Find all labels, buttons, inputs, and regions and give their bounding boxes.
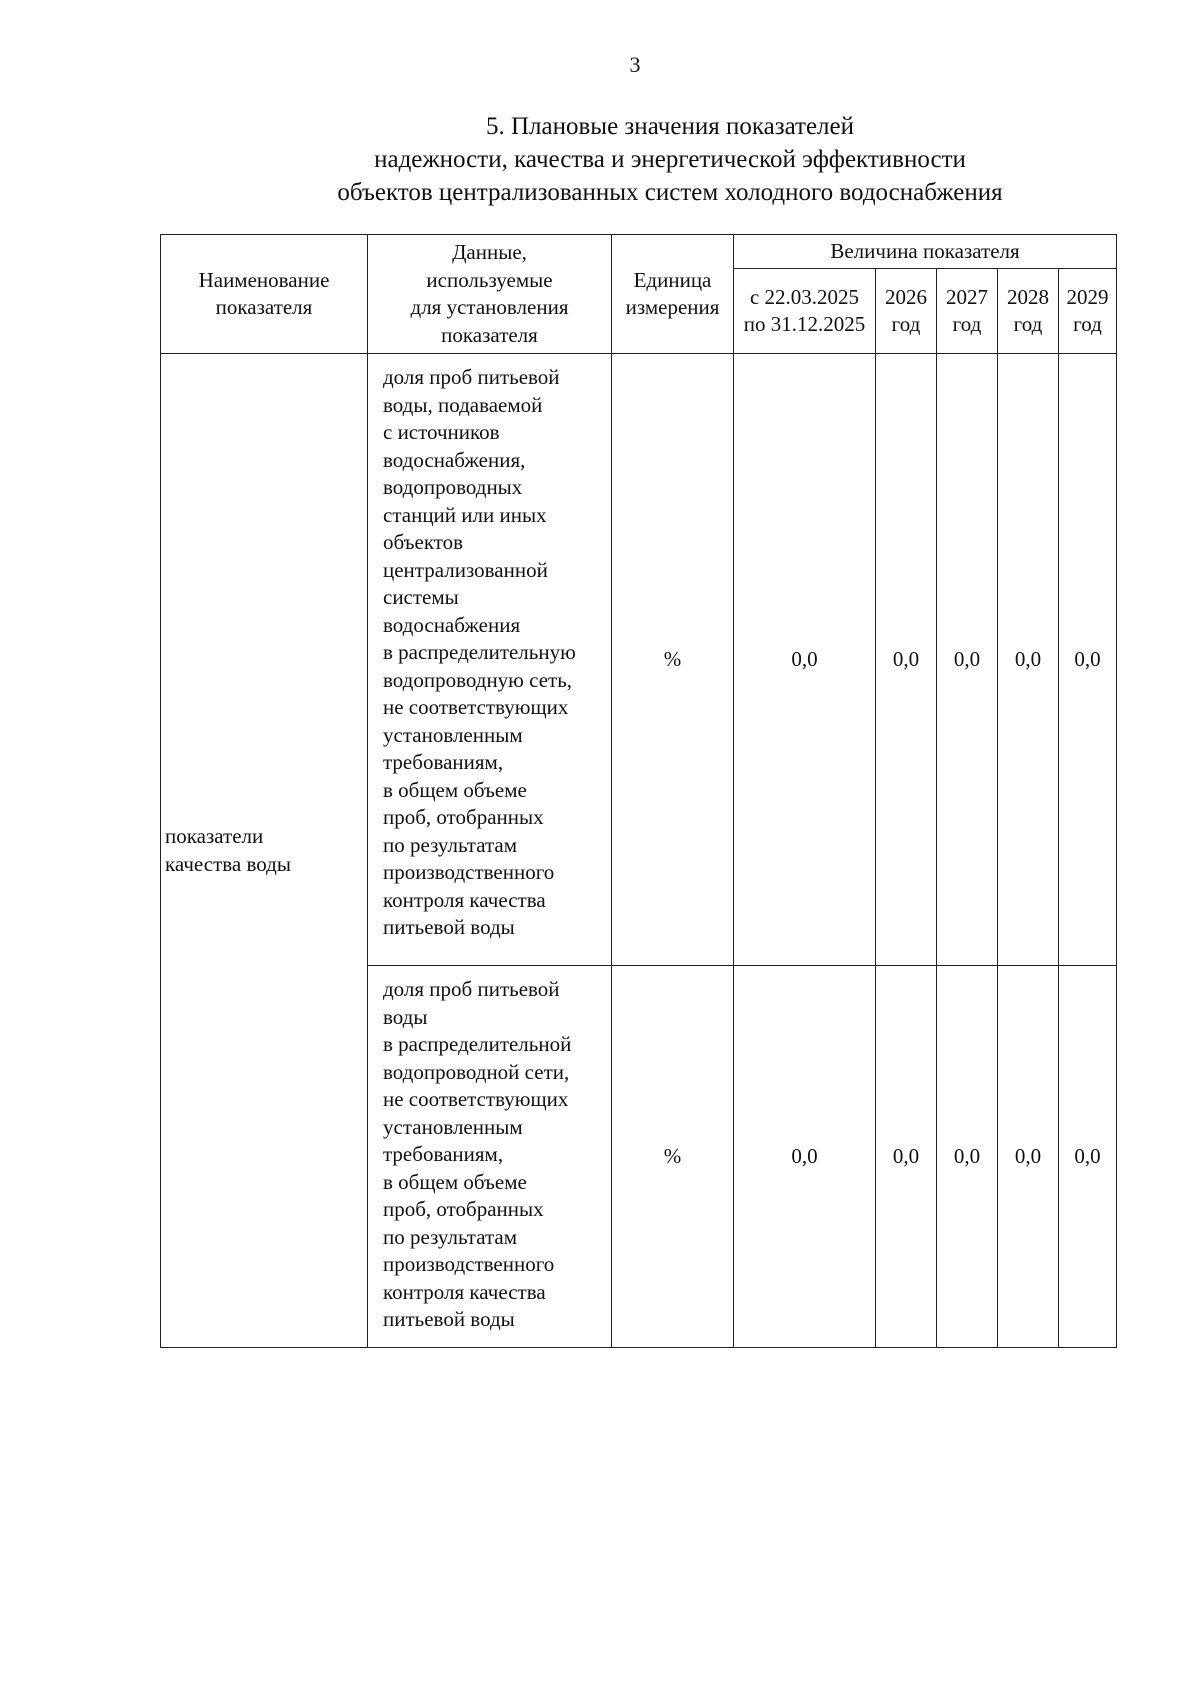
title-line: надежности, качества и энергетической эффективности bbox=[374, 146, 966, 173]
header-period-2026: 2026 год bbox=[876, 269, 937, 354]
row-value: 0,0 bbox=[1059, 966, 1117, 1348]
row-value: 0,0 bbox=[998, 354, 1059, 966]
header-unit: Единица измерения bbox=[612, 235, 734, 354]
header-period-2027: 2027 год bbox=[937, 269, 998, 354]
title-line: 5. Плановые значения показателей bbox=[485, 113, 855, 140]
row-value: 0,0 bbox=[937, 354, 998, 966]
header-period-2025: с 22.03.2025 по 31.12.2025 bbox=[734, 269, 876, 354]
row-value: 0,0 bbox=[734, 966, 876, 1348]
row-source-data: доля проб питьевой воды, подаваемой с источников водоснабжения, водопроводных станций или иных объектов централизованной системы водоснабжения в распределительную водопроводную сеть, не соответствующих установленным требованиям, в общем объеме проб, отобранных по результатам производственного контроля качества питьевой воды bbox=[368, 354, 612, 966]
header-period-2029: 2029 год bbox=[1059, 269, 1117, 354]
table-row bbox=[161, 354, 1117, 966]
row-value: 0,0 bbox=[998, 966, 1059, 1348]
indicators-table bbox=[160, 234, 1117, 1348]
header-value-group: Величина показателя bbox=[734, 235, 1117, 269]
row-unit: % bbox=[612, 966, 734, 1348]
row-value: 0,0 bbox=[876, 354, 937, 966]
row-unit: % bbox=[612, 354, 734, 966]
section-title bbox=[170, 110, 1170, 209]
header-row bbox=[161, 235, 1117, 269]
header-source-data: Данные, используемые для установления показателя bbox=[368, 235, 612, 354]
row-source-data: доля проб питьевой воды в распределительной водопроводной сети, не соответствующих установленным требованиям, в общем объеме проб, отобранных по результатам производственного контроля качества питьевой воды bbox=[368, 966, 612, 1348]
row-value: 0,0 bbox=[937, 966, 998, 1348]
title-line: объектов централизованных систем холодного водоснабжения bbox=[337, 179, 1003, 206]
header-indicator-name: Наименование показателя bbox=[161, 235, 368, 354]
row-value: 0,0 bbox=[1059, 354, 1117, 966]
page-number: 3 bbox=[629, 52, 641, 77]
row-value: 0,0 bbox=[876, 966, 937, 1348]
header-period-2028: 2028 год bbox=[998, 269, 1059, 354]
indicator-group-name: показатели качества воды bbox=[161, 354, 368, 1348]
row-value: 0,0 bbox=[734, 354, 876, 966]
